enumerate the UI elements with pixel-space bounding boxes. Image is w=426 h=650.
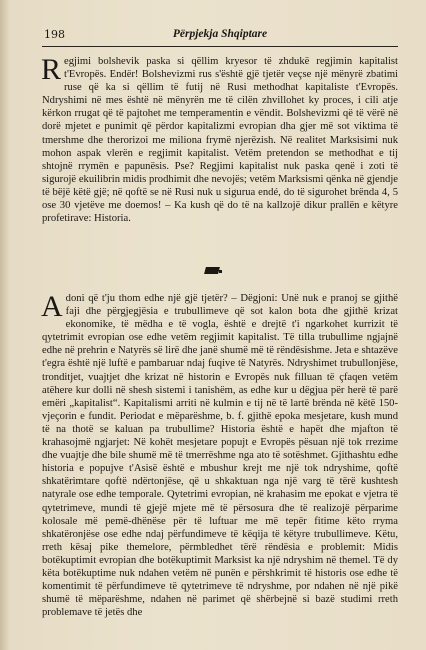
- dropcap-r: R: [41, 53, 62, 86]
- page-number: 198: [44, 28, 65, 41]
- paragraph-2-text: doni që t'ju thom edhe një gjë tjetër? – Dëgjoni: Unë nuk e pranoj se gjithë faji dhe përgjegjësia e trubullimeve që sot kalon bota dhe gjithë krizat ekonomike, të mëdha e të vogla, është e drejtë t'i ngarkohet kurrizit të qytetrimit evropian ose edhe vetëm regjimit kapitalist. Të tilla trubullime ngjajnë edhe në prehrin e Natyrës së lirë dhe janë shumë më të rëndësishme. Jeta e shtazëve t'egra është një luftë e pambaruar ndaj fuqive të Natyrës. Ndryshimet trubullonjëse, tronditjet, vuajtjet dhe krizat në historin e Evropës nuk filluan të çfaqen vetëm atëhere kur dolli në shesh sistemi i tanishëm, as edhe kur u dëgjua për herë të parë emëri „kapitalist“. Kapitalismi arriti në kulmin e tij në të lartë brënda në këtë 150-vjeçorin e fundit. Periodat e mëparëshme, b. f. gjithë epoka mesjetare, kush mund të na thotë se kaluan pa trubullime? Historia është e hapët dhe mjafton të krahasojmë ngjarjet: Në kohët mesjetare popujt e Evropës pësuan një tok rrezime dhe vuajtje dhe bile shumë më të tmerrëshme nga ato të sotëshmet. Gjithashtu edhe historia e popujve t'Asisë është e mbushur krejt me një tok ndryshime, qoftë shkatërimtare qoftë ndërtonjëse, që u shkaktuan nga një varg të tërë kushtesh natyrale ose edhe temporale. Qytetrimi evropian, në krahasim me epokat e vjetra të qytetrimeve, mundi të gjejë mjete më të përsosura dhe të realizojë përparime kolosale më pemë-dhënëse për të luftuar me më tepër fitime këto rryma shkatëronjëse ose edhe ndaj përfundimeve të këqija të këtyre trubullimeve. Këtu, rreth kësaj pike themelore, përmbledhet tërë rëndësia e problemit: Midis botëkuptimit evropian dhe botëkuptimit Marksist ka një ndryshim në themel. Të dy këta botëkuptime nuk ndahen vetëm në punën e përshkrimit të historis ose edhe të komentimit të përfundimeve të qytetrimeve të ndryshme, por ndahen në një pikë shumë të mëparëshme, ndahen në parimet që shërbejnë si bazë studimi rreth problemave të jetës dhe: [42, 293, 398, 619]
- paragraph-1-text: egjimi bolshevik paska si qëllim kryesor të zhdukë regjimin kapitalist t'Evropës. Endër! Bolshevizmi rus s'është gjë tjetër veçse një mënyrë zbatimi ruse që ka si qëllim të futij në Rusi methodhat kapitaliste t'Evropës. Ndryshimi në mes është në mënyrën me të cilën zhvillohet ky proces, i cili atje kërkon rrugat që të pajtohet me temperamentin e vëndit. Bolshevizmi që të vërë në dorë mjetet e punimit që përdor kapitalizmi evropian dha gjer më sot viktima të tmershme dhe therorizoi me miliona frymë njerëzish. Në realitet Marksisimi nuk mohon aspak vlerën e regjimit kapitalist. Vetëm pretendon se methodhat e tij shtojnë rrymën e papunësis. Pse? Regjimi kapitalist nuk paska qenë i zoti të sigurojë ekuilibrin midis prodhimit dhe nevojës; vetëm Marksismi qënka në gjendje të bëjë këtë gjë; në qoftë se në Rusi nuk u sigurua endé, do të sigurohet brënda 4, 5 ose 30 vjetëve me doemos! – Ka kush që do të na kallzojë dikur prallën e këtyre profetirave: Historia.: [42, 56, 398, 225]
- paragraph-1: [42, 55, 398, 225]
- page-header: [42, 28, 398, 47]
- running-title: Përpjekja Shqiptare: [172, 28, 268, 40]
- dropcap-a: A: [41, 290, 63, 323]
- section-divider-ornament: [204, 267, 220, 274]
- paragraph-2: [42, 292, 398, 619]
- section-divider-dot: [219, 270, 222, 273]
